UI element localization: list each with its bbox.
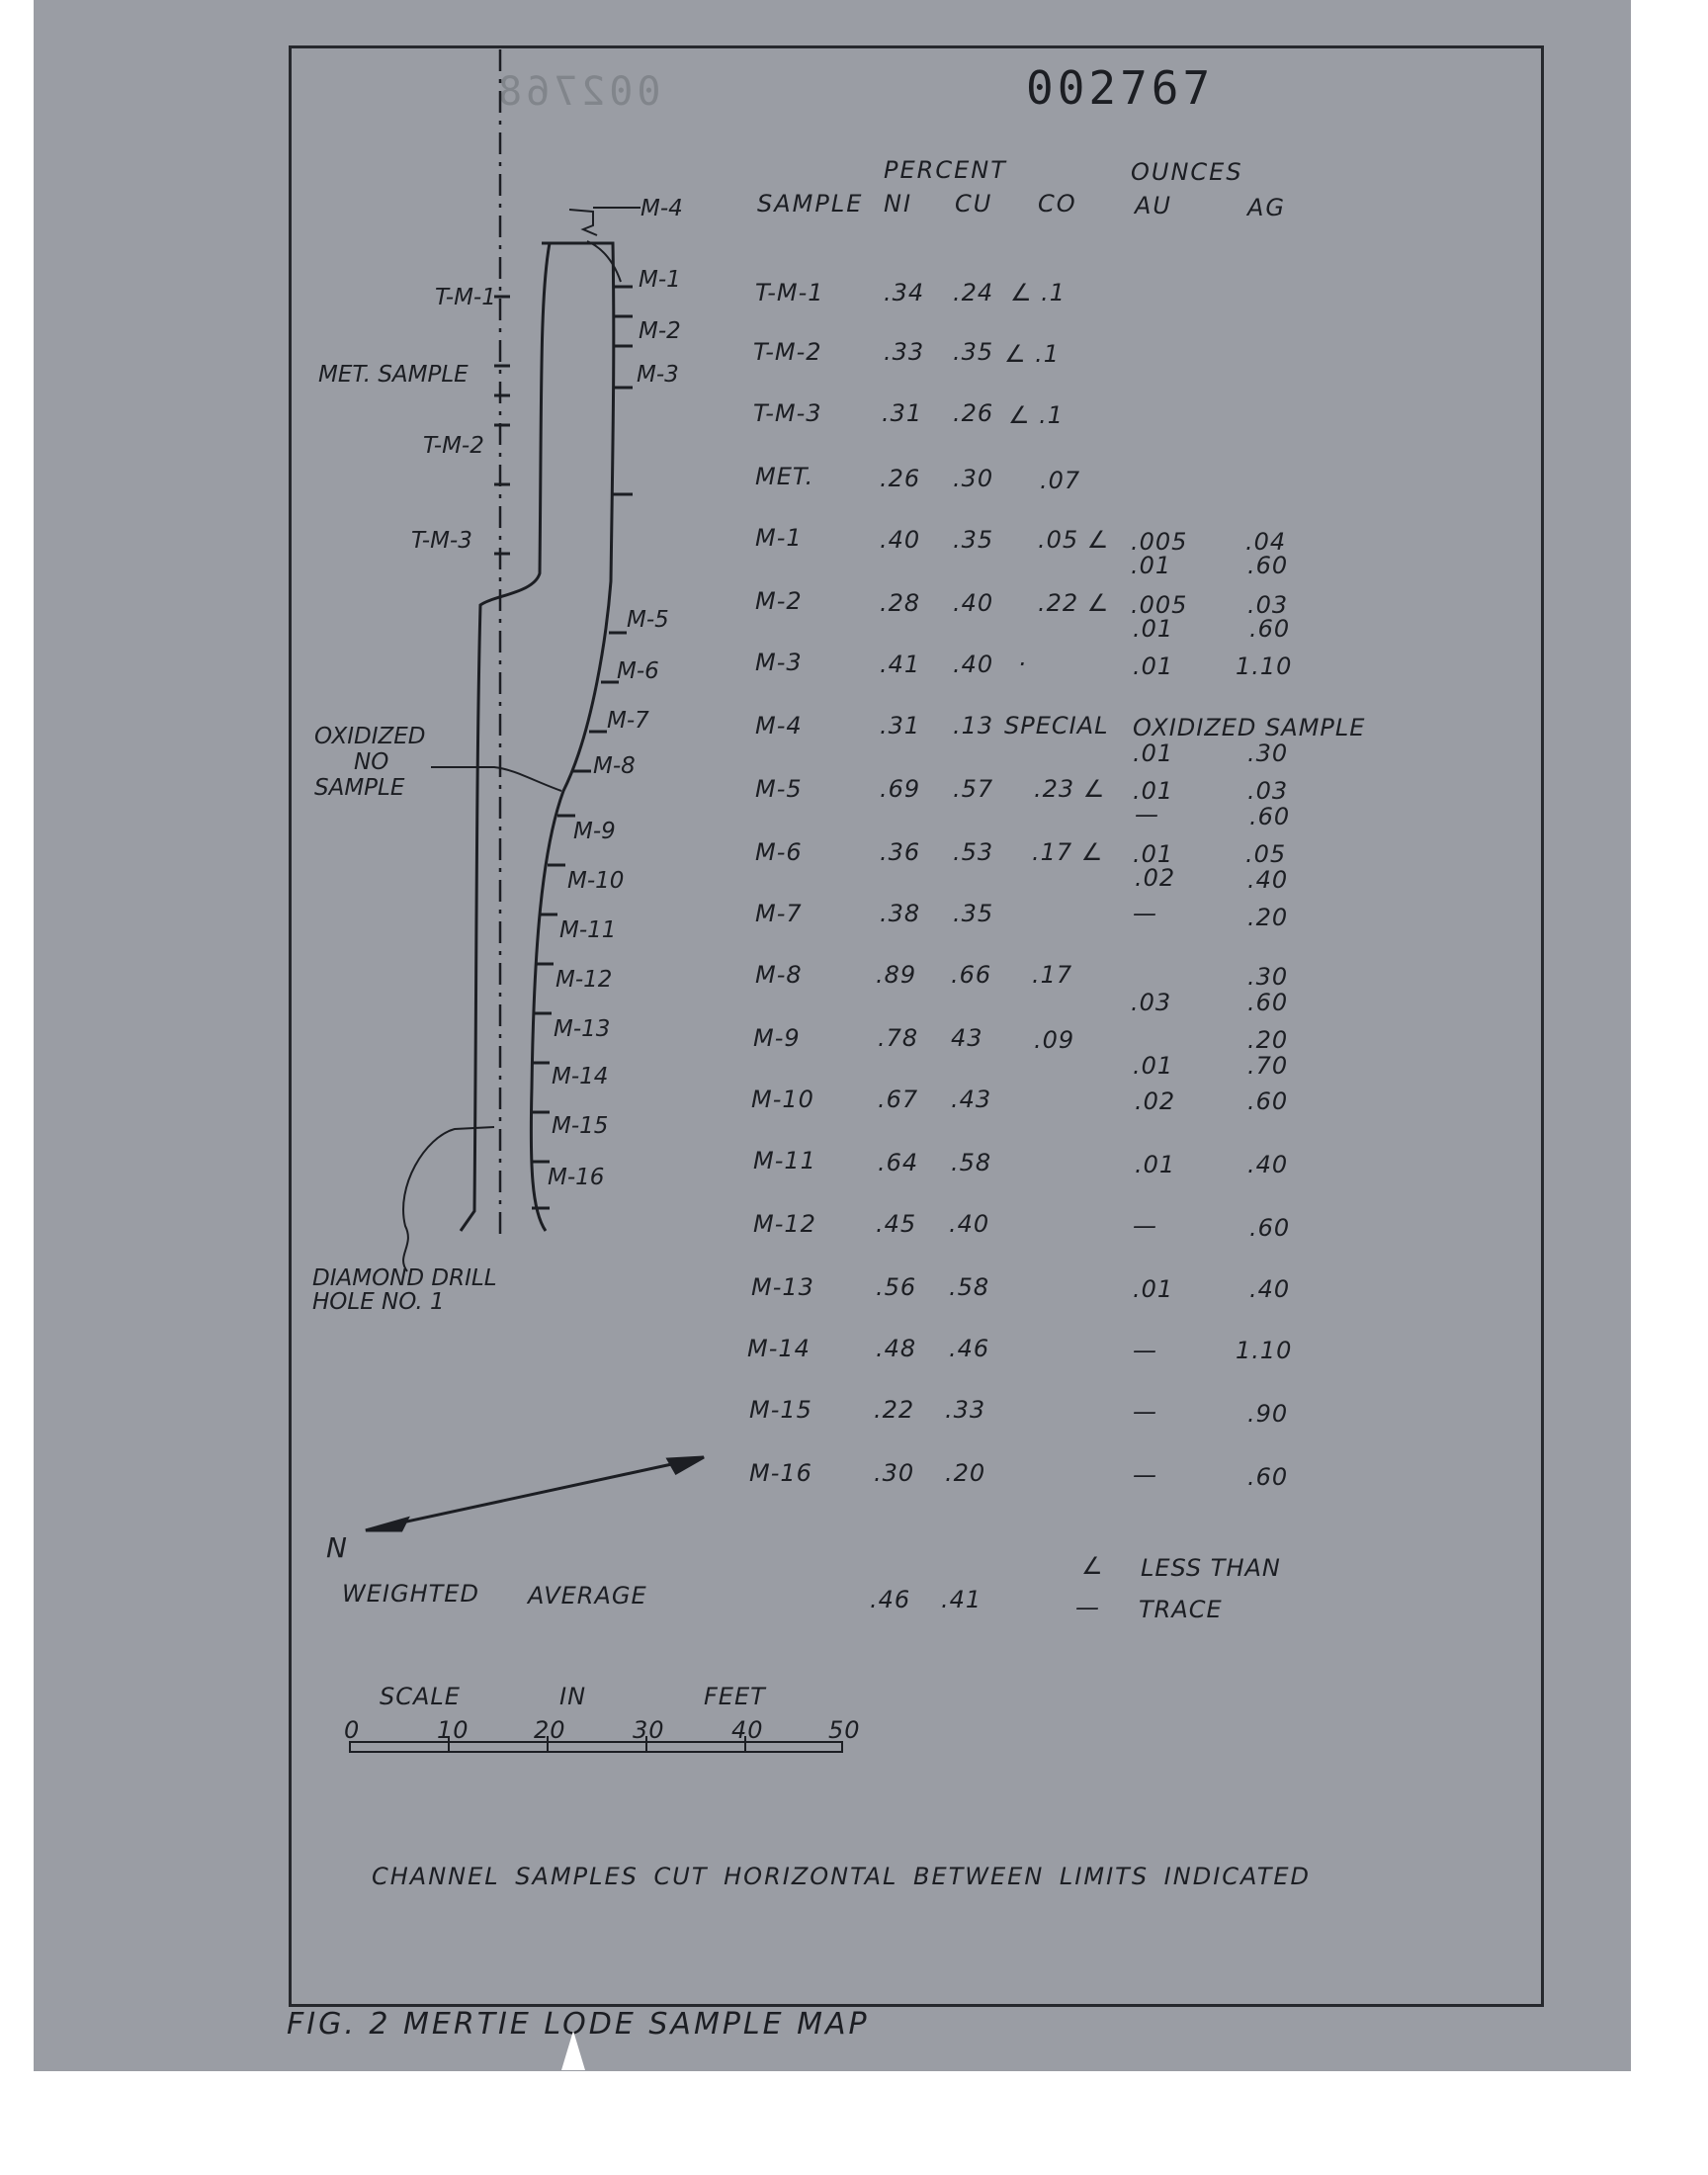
cell-cu: .57: [953, 775, 994, 803]
cell-sample: M-8: [755, 961, 803, 989]
cell-ni: .41: [880, 651, 921, 678]
map-label-m5: M-5: [627, 607, 669, 633]
cell-sample: T-M-2: [753, 338, 822, 366]
header-ounces: OUNCES: [1131, 158, 1243, 186]
map-label-m13: M-13: [554, 1016, 611, 1042]
cell-ag: .60: [1247, 1088, 1289, 1115]
cell-ag: .05: [1245, 840, 1287, 868]
cell-au-second: .01: [1131, 552, 1172, 579]
cell-cu: .40: [953, 589, 994, 617]
cell-co: .17: [1032, 961, 1073, 989]
cell-sample: M-7: [755, 900, 803, 927]
cell-ni: .45: [876, 1210, 917, 1238]
scale-feet-label: FEET: [704, 1683, 766, 1710]
document-number: 002767: [1026, 61, 1215, 115]
ghost-document-number: 002768: [494, 69, 661, 115]
cell-ag-second: .60: [1247, 989, 1289, 1016]
map-label-m7: M-7: [607, 708, 649, 734]
cell-au-second: .01: [1133, 740, 1174, 767]
cell-ni: .67: [878, 1086, 919, 1113]
map-label-met-sample: MET. SAMPLE: [318, 362, 469, 388]
weighted-average-cu: .41: [941, 1586, 982, 1613]
header-cu: CU: [955, 190, 993, 218]
cell-sample: T-M-3: [753, 399, 822, 427]
cell-cu: .26: [953, 399, 994, 427]
cell-au: .01: [1135, 1151, 1176, 1178]
cell-ag: .20: [1247, 1026, 1289, 1054]
map-label-m10: M-10: [567, 868, 625, 894]
cell-cu: .33: [945, 1396, 986, 1424]
cell-ag-second: .70: [1247, 1052, 1289, 1080]
cell-cu: .46: [949, 1335, 990, 1362]
map-label-m9: M-9: [573, 819, 616, 844]
map-label-m1: M-1: [639, 267, 681, 293]
header-percent: PERCENT: [884, 156, 1007, 184]
cell-sample: T-M-1: [755, 279, 824, 306]
cell-ag: .90: [1247, 1400, 1289, 1428]
cell-au: .01: [1133, 840, 1174, 868]
channel-samples-note: CHANNEL SAMPLES CUT HORIZONTAL BETWEEN LIMITS INDICATED: [372, 1863, 1311, 1890]
cell-sample: M-9: [753, 1024, 801, 1052]
cell-co: .23 ∠: [1034, 775, 1106, 803]
cell-sample: M-11: [753, 1147, 816, 1174]
north-arrow-line: [366, 1457, 704, 1530]
map-label-tm3: T-M-3: [411, 528, 472, 554]
map-label-m16: M-16: [548, 1165, 605, 1190]
map-label-tm1: T-M-1: [435, 285, 496, 310]
cell-sample: M-6: [755, 838, 803, 866]
cell-au: —: [1133, 1337, 1157, 1364]
cell-cu: .20: [945, 1459, 986, 1487]
cell-ni: .69: [880, 775, 921, 803]
cell-ag-second: .30: [1247, 740, 1289, 767]
cell-sample: M-15: [749, 1396, 812, 1424]
drill-hole-leader: [403, 1127, 494, 1271]
cell-ni: .31: [882, 399, 923, 427]
cell-co: .05 ∠: [1038, 526, 1110, 554]
oxidized-label-1: OXIDIZED: [314, 724, 426, 749]
scale-tick: 40: [731, 1716, 764, 1744]
map-label-m2: M-2: [639, 318, 681, 344]
map-label-m3: M-3: [637, 362, 679, 388]
cell-au-second: .02: [1135, 864, 1176, 892]
cell-au: .01: [1133, 652, 1174, 680]
cell-sample: MET.: [755, 463, 814, 490]
header-sample: SAMPLE: [757, 190, 864, 218]
cell-cu: .58: [949, 1273, 990, 1301]
cell-cu: .35: [953, 526, 994, 554]
cell-au: —: [1133, 1212, 1157, 1240]
cell-co: .22 ∠: [1038, 589, 1110, 617]
less-than-symbol: ∠: [1081, 1552, 1104, 1580]
cell-sample: M-1: [755, 524, 803, 552]
cell-au: .005: [1131, 591, 1188, 619]
map-label-tm2: T-M-2: [423, 433, 484, 459]
cell-cu: .35: [953, 338, 994, 366]
cell-co: ·: [1018, 651, 1027, 678]
cell-au: —: [1133, 900, 1157, 927]
cell-co: .09: [1034, 1026, 1075, 1054]
cell-cu: .66: [951, 961, 992, 989]
scale-in-label: IN: [559, 1683, 587, 1710]
figure-caption: FIG. 2 MERTIE LODE SAMPLE MAP: [287, 2007, 870, 2042]
cell-cu: .40: [949, 1210, 990, 1238]
map-label-m12: M-12: [555, 967, 613, 993]
m4-squiggle: [569, 210, 597, 235]
cell-ni: .28: [880, 589, 921, 617]
cell-ag: .40: [1249, 1275, 1291, 1303]
cell-ni: .38: [880, 900, 921, 927]
cell-au: OXIDIZED SAMPLE: [1133, 714, 1366, 741]
cell-cu: 43: [951, 1024, 983, 1052]
cell-ag: .60: [1249, 1214, 1291, 1242]
cell-co: ∠ .1: [1008, 401, 1065, 429]
cell-ni: .30: [874, 1459, 915, 1487]
cell-ag: .60: [1247, 1463, 1289, 1491]
paper-notch: [561, 2031, 585, 2070]
cell-sample: M-13: [751, 1273, 814, 1301]
cell-co: ∠ .1: [1004, 340, 1061, 368]
cell-ag: .03: [1247, 591, 1289, 619]
cell-au: .005: [1131, 528, 1188, 556]
map-label-m6: M-6: [617, 658, 659, 684]
map-label-m8: M-8: [593, 753, 636, 779]
cell-ag: 1.10: [1236, 652, 1293, 680]
scale-bar: [350, 1742, 842, 1752]
map-label-m11: M-11: [559, 917, 617, 943]
trace-symbol: —: [1075, 1594, 1100, 1621]
cell-ag: 1.10: [1236, 1337, 1293, 1364]
oxidized-label-3: SAMPLE: [314, 775, 405, 801]
header-au: AU: [1135, 192, 1172, 219]
cell-au-second: .01: [1133, 1052, 1174, 1080]
cell-ni: .48: [876, 1335, 917, 1362]
less-than-label: LESS THAN: [1141, 1554, 1281, 1582]
scale-tick: 50: [828, 1716, 861, 1744]
oxidized-label-2: NO: [354, 749, 389, 775]
cell-cu: .40: [953, 651, 994, 678]
scale-tick: 10: [437, 1716, 470, 1744]
cell-co: SPECIAL: [1004, 712, 1109, 740]
cell-ni: .26: [880, 465, 921, 492]
cell-au: —: [1133, 1461, 1157, 1489]
cell-au: —: [1133, 1398, 1157, 1426]
cell-cu: .13: [953, 712, 994, 740]
cell-au-second: —: [1135, 801, 1159, 828]
cell-au-second: .03: [1131, 989, 1172, 1016]
cell-ni: .40: [880, 526, 921, 554]
cell-ni: .89: [876, 961, 917, 989]
cell-ni: .34: [884, 279, 925, 306]
cell-ag: .40: [1247, 1151, 1289, 1178]
cell-ni: .56: [876, 1273, 917, 1301]
cell-co: .17 ∠: [1032, 838, 1104, 866]
cell-ag-second: .60: [1249, 803, 1291, 830]
m1-connector: [587, 241, 621, 282]
cell-ag: .20: [1247, 904, 1289, 931]
cell-ag-second: .60: [1249, 615, 1291, 643]
header-ag: AG: [1247, 194, 1287, 221]
map-label-m15: M-15: [552, 1113, 609, 1139]
header-co: CO: [1038, 190, 1077, 218]
drill-hole-label-1: DIAMOND DRILL: [312, 1265, 497, 1291]
cell-au: .01: [1133, 1275, 1174, 1303]
cell-ni: .33: [884, 338, 925, 366]
cell-cu: .35: [953, 900, 994, 927]
cell-sample: M-4: [755, 712, 803, 740]
cell-au: .02: [1135, 1088, 1176, 1115]
north-label: N: [326, 1531, 347, 1564]
cell-cu: .58: [951, 1149, 992, 1176]
scale-tick: 20: [534, 1716, 566, 1744]
cell-ag-second: .60: [1247, 552, 1289, 579]
cell-ni: .78: [878, 1024, 919, 1052]
cell-ni: .64: [878, 1149, 919, 1176]
cell-ag: .30: [1247, 963, 1289, 991]
cell-cu: .30: [953, 465, 994, 492]
cell-sample: M-5: [755, 775, 803, 803]
weighted-label: WEIGHTED: [342, 1580, 479, 1608]
header-ni: NI: [884, 190, 913, 218]
cell-ag-second: .40: [1247, 866, 1289, 894]
scale-tick: 30: [633, 1716, 665, 1744]
north-arrow-tip: [668, 1457, 704, 1473]
weighted-average-ni: .46: [870, 1586, 911, 1613]
cell-cu: .53: [953, 838, 994, 866]
map-label-m14: M-14: [552, 1064, 609, 1089]
cell-au: .01: [1133, 777, 1174, 805]
cell-cu: .24: [953, 279, 994, 306]
scale-label: SCALE: [380, 1683, 461, 1710]
scale-tick: 0: [344, 1716, 361, 1744]
adit-left-wall: [461, 243, 550, 1231]
drill-hole-label-2: HOLE NO. 1: [312, 1289, 445, 1315]
trace-label: TRACE: [1139, 1596, 1223, 1623]
cell-co: .07: [1040, 467, 1081, 494]
cell-ni: .36: [880, 838, 921, 866]
cell-ni: .22: [874, 1396, 915, 1424]
cell-ag: .04: [1245, 528, 1287, 556]
cell-sample: M-16: [749, 1459, 812, 1487]
cell-sample: M-2: [755, 587, 803, 615]
cell-co: ∠ .1: [1010, 279, 1067, 306]
map-label-m4: M-4: [640, 196, 683, 221]
cell-sample: M-12: [753, 1210, 816, 1238]
cell-ag: .03: [1247, 777, 1289, 805]
cell-sample: M-3: [755, 649, 803, 676]
cell-cu: .43: [951, 1086, 992, 1113]
oxidized-leader: [431, 767, 561, 791]
cell-sample: M-14: [747, 1335, 811, 1362]
cell-sample: M-10: [751, 1086, 814, 1113]
average-label: AVERAGE: [528, 1582, 647, 1610]
cell-au-second: .01: [1133, 615, 1174, 643]
cell-ni: .31: [880, 712, 921, 740]
